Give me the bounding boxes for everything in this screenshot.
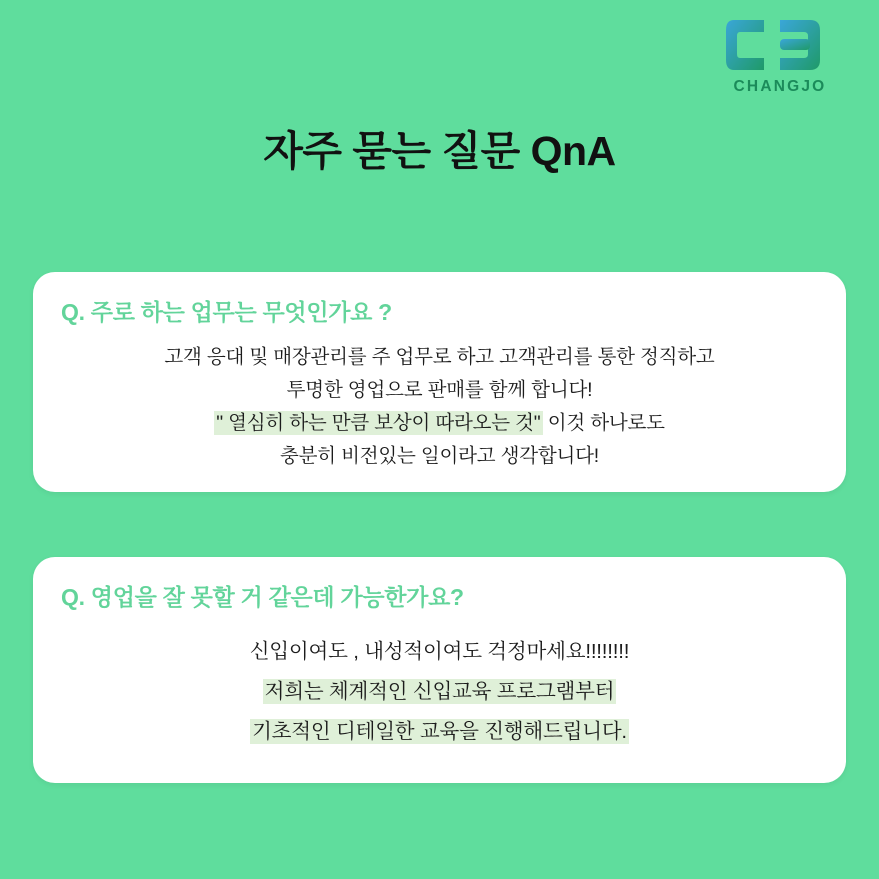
answer-highlight: 기초적인 디테일한 교육을 진행해드립니다. xyxy=(252,720,627,743)
question-text: 영업을 잘 못할 거 같은데 가능한가요? xyxy=(90,584,464,610)
answer-line xyxy=(33,672,846,712)
faq-card-1 xyxy=(33,272,846,492)
answer-text: 고객 응대 및 매장관리를 주 업무로 하고 고객관리를 통한 정직하고 xyxy=(164,346,715,368)
answer-line xyxy=(33,712,846,752)
answer-text: 신입이여도 , 내성적이여도 걱정마세요!!!!!!!! xyxy=(249,640,630,663)
question-text: 주로 하는 업무는 무엇인가요 ? xyxy=(90,299,392,325)
changjo-logo-icon xyxy=(724,14,836,76)
question-prefix: Q. xyxy=(61,299,85,325)
question-prefix: Q. xyxy=(61,584,85,610)
brand-name: CHANGJO xyxy=(733,78,827,95)
answer-line xyxy=(33,374,846,407)
answer-text: 투명한 영업으로 판매를 함께 합니다! xyxy=(286,379,593,401)
faq-question-2 xyxy=(33,557,846,612)
answer-text: 이것 하나로도 xyxy=(542,412,665,434)
answer-line xyxy=(33,440,846,473)
answer-highlight: 저희는 체계적인 신입교육 프로그램부터 xyxy=(264,680,615,703)
page-title: 자주 묻는 질문 QnA xyxy=(263,128,616,174)
answer-highlight: " 열심히 하는 만큼 보상이 따라오는 것" xyxy=(216,412,541,434)
faq-answer-2 xyxy=(33,632,846,752)
faq-answer-1 xyxy=(33,341,846,473)
answer-text: 충분히 비전있는 일이라고 생각합니다! xyxy=(279,445,600,467)
answer-line xyxy=(33,632,846,672)
faq-question-1 xyxy=(33,272,846,327)
faq-card-2 xyxy=(33,557,846,783)
answer-line xyxy=(33,341,846,374)
brand-logo xyxy=(715,14,845,96)
answer-line xyxy=(33,407,846,440)
